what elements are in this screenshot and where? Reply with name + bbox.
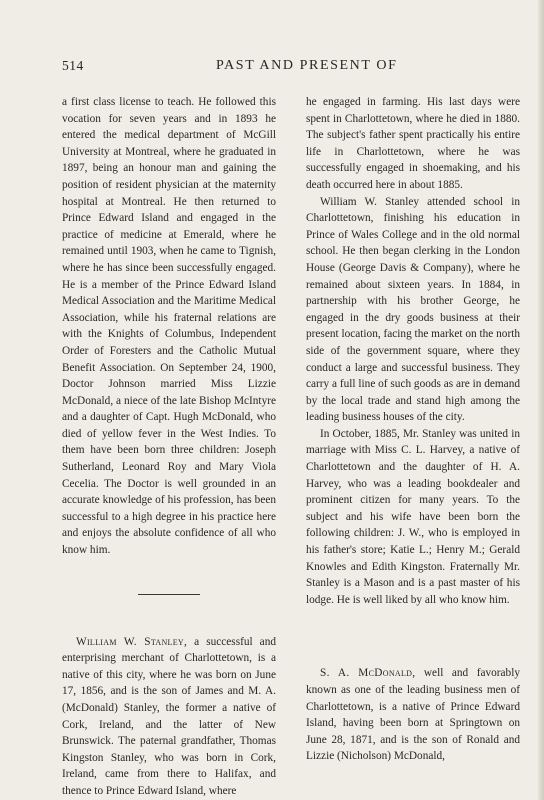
stanley-career-paragraph: William W. Stanley attended school in Charlottetown, finishing his education in Prince of Wales College and in the old normal school. He then began clerking in the London House (George Davis & Company), where he remained about sixteen years. In 1884, in partnership with his brother George, he engaged in the dry goods business at their present location, facing the market on the north side of the government square, where they conduct a large and successful business. They carry a full line of such goods as are in demand by the local trade and stand high among the leading business houses of the city. — [306, 195, 520, 424]
scan-page-edge — [538, 0, 544, 800]
stanley-family-paragraph: In October, 1885, Mr. Stanley was united in marriage with Miss C. L. Harvey, a native of Charlottetown and the daughter of H. A. Harvey, who was a leading bookdealer and prominent citizen for many years. To the subject and his wife have been born the following children: J. W., who is employed in his father's store; Katie L.; Henry M.; Gerald Knowles and Edith Kingston. Fraternally Mr. Stanley is a Mason and is a past master of his lodge. He is well liked by all who know him. — [306, 427, 520, 606]
mcdonald-biography-intro — [306, 665, 520, 765]
section-divider — [138, 594, 200, 595]
subject-name: William W. Stanley, — [76, 635, 188, 648]
mcdonald-intro-text: well and favorably known as one of the leading business men of Charlottetown, is a native of Prince Edward Island, having been born at Springtown on June 28, 1871, and is the son of Ronald and Lizzie (Nicholson) McDonald, — [306, 667, 520, 763]
subject-name: S. A. McDonald, — [320, 667, 416, 680]
left-column — [62, 94, 276, 800]
stanley-biography-continued: he engaged in farming. His last days were spent in Charlottetown, where he died in 1880. The subject's father spent practically his entire life in Charlottetown, where he was successfully engaged in shoemaking, and his death occurred here in about 1885. — [306, 96, 520, 191]
running-title: PAST AND PRESENT OF — [216, 58, 398, 73]
page-number: 514 — [62, 58, 84, 73]
johnson-biography-end: a first class license to teach. He followed this vocation for seven years and in 1893 he entered the medical department of McGill University at Montreal, where he graduated in 1897, being an honour man and gaining the position of resident physician at the maternity hospital at Montreal. He then returned to Prince Edward Island and engaged in the practice of medicine at Emerald, where he remained until 1903, when he came to Tignish, where he has since been successfully engaged. He is a member of the Prince Edward Island Medical Association and the Maritime Medical Association, while his fraternal relations are with the Knights of Columbus, Independent Order of Foresters and the Catholic Mutual Benefit Association. On September 24, 1900, Doctor Johnson married Miss Lizzie McDonald, a niece of the late Bishop McIntyre and a daughter of Capt. Hugh McDonald, who died of yellow fever in the West Indies. To them have been born three children: Joseph Sutherland, Leonard Roy and Mary Viola Cecelia. The Doctor is well grounded in an accurate knowledge of his profession, has been successful to a high degree in his practice here and enjoys the absolute confidence of all who know him. — [62, 96, 276, 557]
stanley-intro-text: a successful and enterprising merchant of Charlottetown, is a native of this city, where he was born on June 17, 1856, and is the son of James and M. A. (McDonald) Stanley, the former a native of Cork, Ireland, and the latter of New Brunswick. The paternal grandfather, Thomas Kingston Stanley, who was born in Cork, Ireland, came from there to Halifax, and thence to Prince Edward Island, where — [62, 635, 276, 797]
stanley-biography-intro — [62, 634, 276, 800]
right-column — [306, 94, 520, 765]
page-header — [62, 58, 530, 78]
